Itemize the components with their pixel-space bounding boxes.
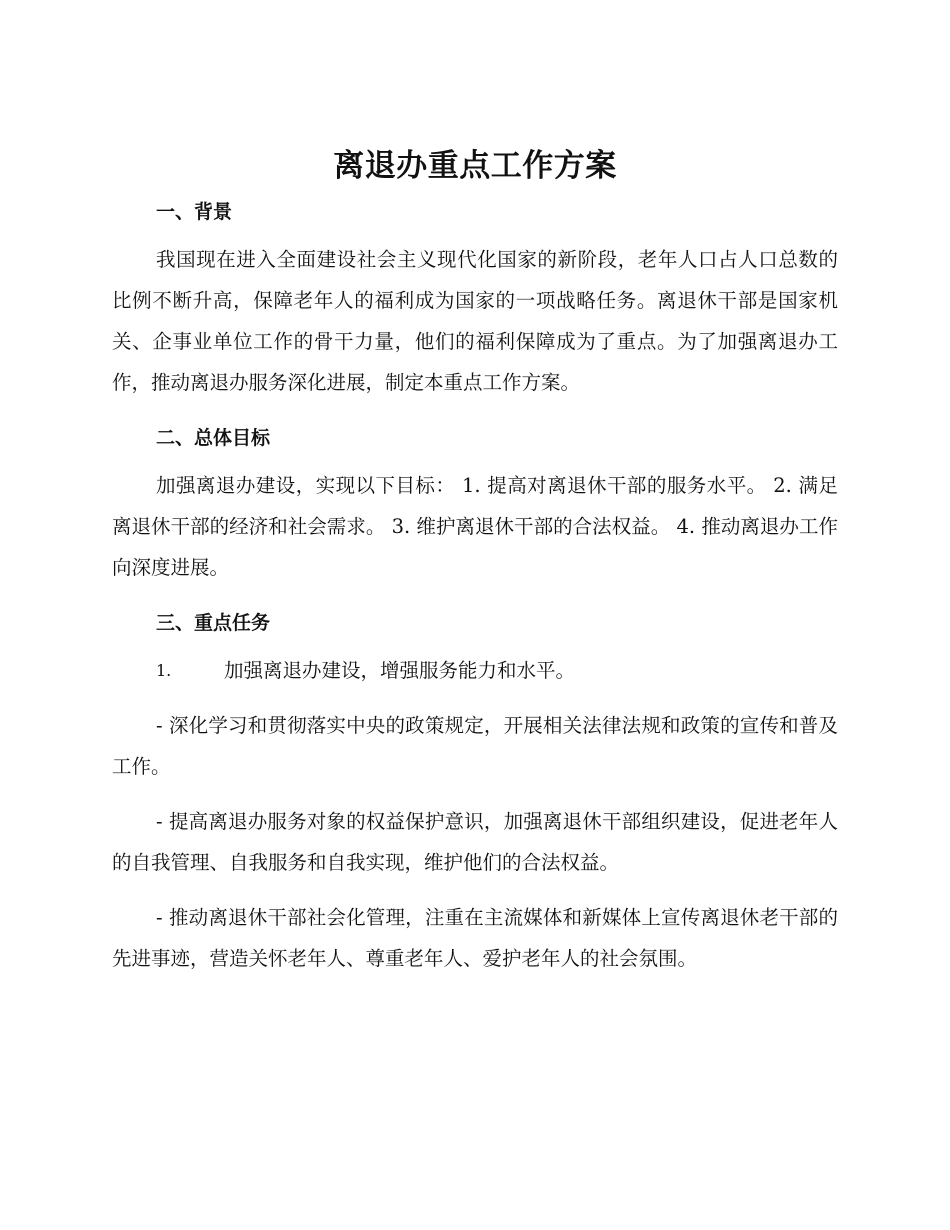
- paragraph: 我国现在进入全面建设社会主义现代化国家的新阶段，老年人口占人口总数的比例不断升高，保障老年人的福利成为国家的一项战略任务。离退休干部是国家机关、企事业单位工作的骨干力量，他们的福利保障成为了重点。为了加强离退办工作，推动离退办服务深化进展，制定本重点工作方案。: [112, 248, 838, 395]
- bullet-paragraph: - 深化学习和贯彻落实中央的政策规定，开展相关法律法规和政策的宣传和普及工作。: [112, 714, 838, 779]
- item-number: 1.: [156, 661, 172, 681]
- section-heading: 一、背景: [156, 201, 233, 224]
- numbered-item: [112, 650, 838, 691]
- section-heading: 二、总体目标: [156, 427, 271, 450]
- section-goals: [112, 425, 838, 588]
- bullet-paragraph: - 推动离退休干部社会化管理，注重在主流媒体和新媒体上宣传离退休老干部的先进事迹，营造关怀老年人、尊重老年人、爱护老年人的社会氛围。: [112, 906, 838, 971]
- item-text: 加强离退办建设，增强服务能力和水平。: [224, 659, 576, 683]
- section-key-tasks: [112, 610, 838, 979]
- paragraph: 加强离退办建设，实现以下目标： 1. 提高对离退休干部的服务水平。 2. 满足离退休干部的经济和社会需求。 3. 维护离退休干部的合法权益。 4. 推动离退办工作向深度进展。: [112, 474, 838, 580]
- bullet-paragraph: - 提高离退办服务对象的权益保护意识，加强离退休干部组织建设，促进老年人的自我管理、自我服务和自我实现，维护他们的合法权益。: [112, 810, 838, 875]
- section-background: [112, 199, 838, 403]
- document-title: 离退办重点工作方案: [333, 148, 617, 184]
- section-heading: 三、重点任务: [156, 612, 271, 635]
- document-page: [112, 148, 838, 979]
